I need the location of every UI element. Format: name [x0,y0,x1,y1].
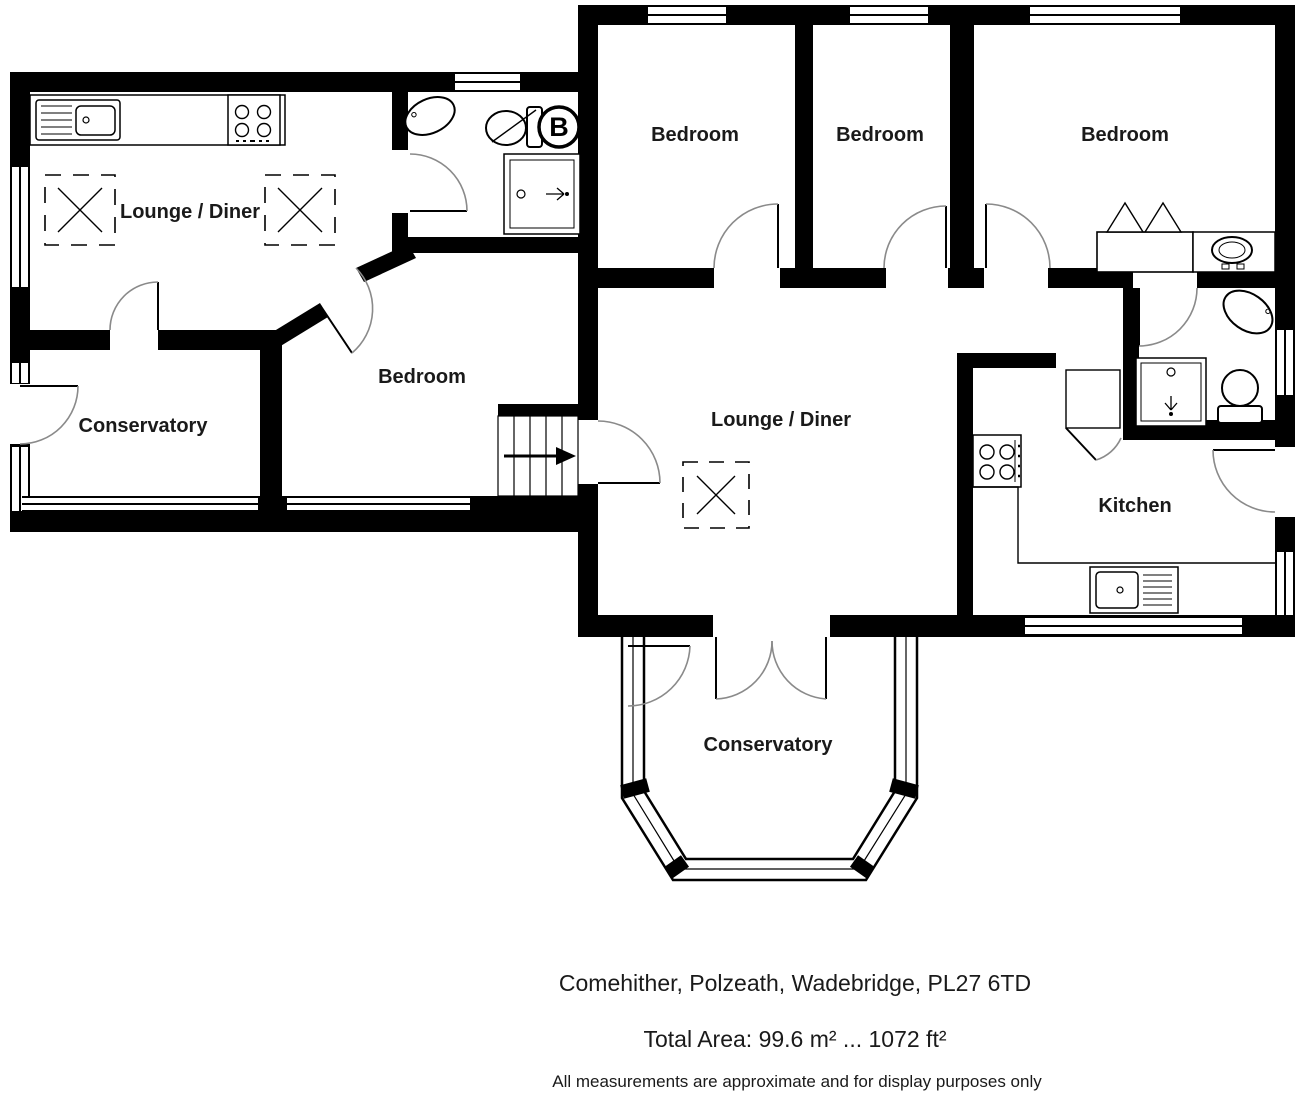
window [850,5,928,25]
window [1025,616,1242,636]
shower-cubicle-icon [1136,358,1206,426]
window [10,363,30,383]
left-kitchen-counter [30,95,285,145]
window [287,496,470,512]
door-arc [1213,450,1275,512]
wash-basin-icon [1193,232,1275,272]
room-label-bedroom-1: Bedroom [651,124,739,146]
window [1275,330,1295,395]
boiler-letter: B [549,112,569,142]
hob-icon [973,435,1021,487]
room-label-right-conservatory: Conservatory [703,734,833,756]
window [10,167,30,287]
room-label-left-lounge: Lounge / Diner [120,201,260,223]
total-area-line: Total Area: 99.6 m² ... 1072 ft² [643,1026,947,1052]
door-arc [1066,370,1121,460]
door-arc [714,204,778,268]
left-bathroom [399,90,580,234]
disclaimer-line: All measurements are approximate and for display purposes only [552,1072,1042,1091]
kitchen-sink-icon [1090,567,1178,613]
room-label-left-conservatory: Conservatory [78,415,208,437]
room-label-right-lounge: Lounge / Diner [711,409,851,431]
french-doors [716,637,826,699]
door-arc [884,206,946,268]
door-arc [986,204,1050,268]
shower-cubicle-icon [504,154,580,234]
window [1275,552,1295,615]
kitchen-fixtures [973,435,1275,613]
stairs-icon [498,416,578,496]
room-label-left-bedroom: Bedroom [378,366,466,388]
room-label-kitchen: Kitchen [1098,495,1172,517]
door-arc [410,154,467,211]
dining-table-icon [45,175,115,245]
door-arc [110,282,158,330]
bedroom3-fixtures [1097,203,1275,272]
boiler-badge [539,107,579,147]
dining-table-icon [683,462,749,528]
shower-room-fixtures [1136,282,1280,426]
dining-table-icon [265,175,335,245]
toilet-icon [1218,370,1262,423]
door-arc [598,421,660,483]
window [22,496,258,512]
window [455,72,520,92]
address-line: Comehither, Polzeath, Wadebridge, PL27 6TD [558,970,1032,996]
hob-icon [228,95,280,145]
room-label-bedroom-2: Bedroom [836,124,924,146]
wash-basin-icon [1216,282,1281,342]
door-arc [1139,288,1197,346]
window [648,5,726,25]
toilet-icon [486,107,542,147]
kitchen-sink-icon [36,100,120,140]
room-label-bedroom-3: Bedroom [1081,124,1169,146]
conservatory-glazing [622,637,917,880]
door-arc [628,646,690,706]
wardrobe-icon [1097,203,1193,272]
wash-basin-icon [399,90,460,143]
window [1030,5,1180,25]
